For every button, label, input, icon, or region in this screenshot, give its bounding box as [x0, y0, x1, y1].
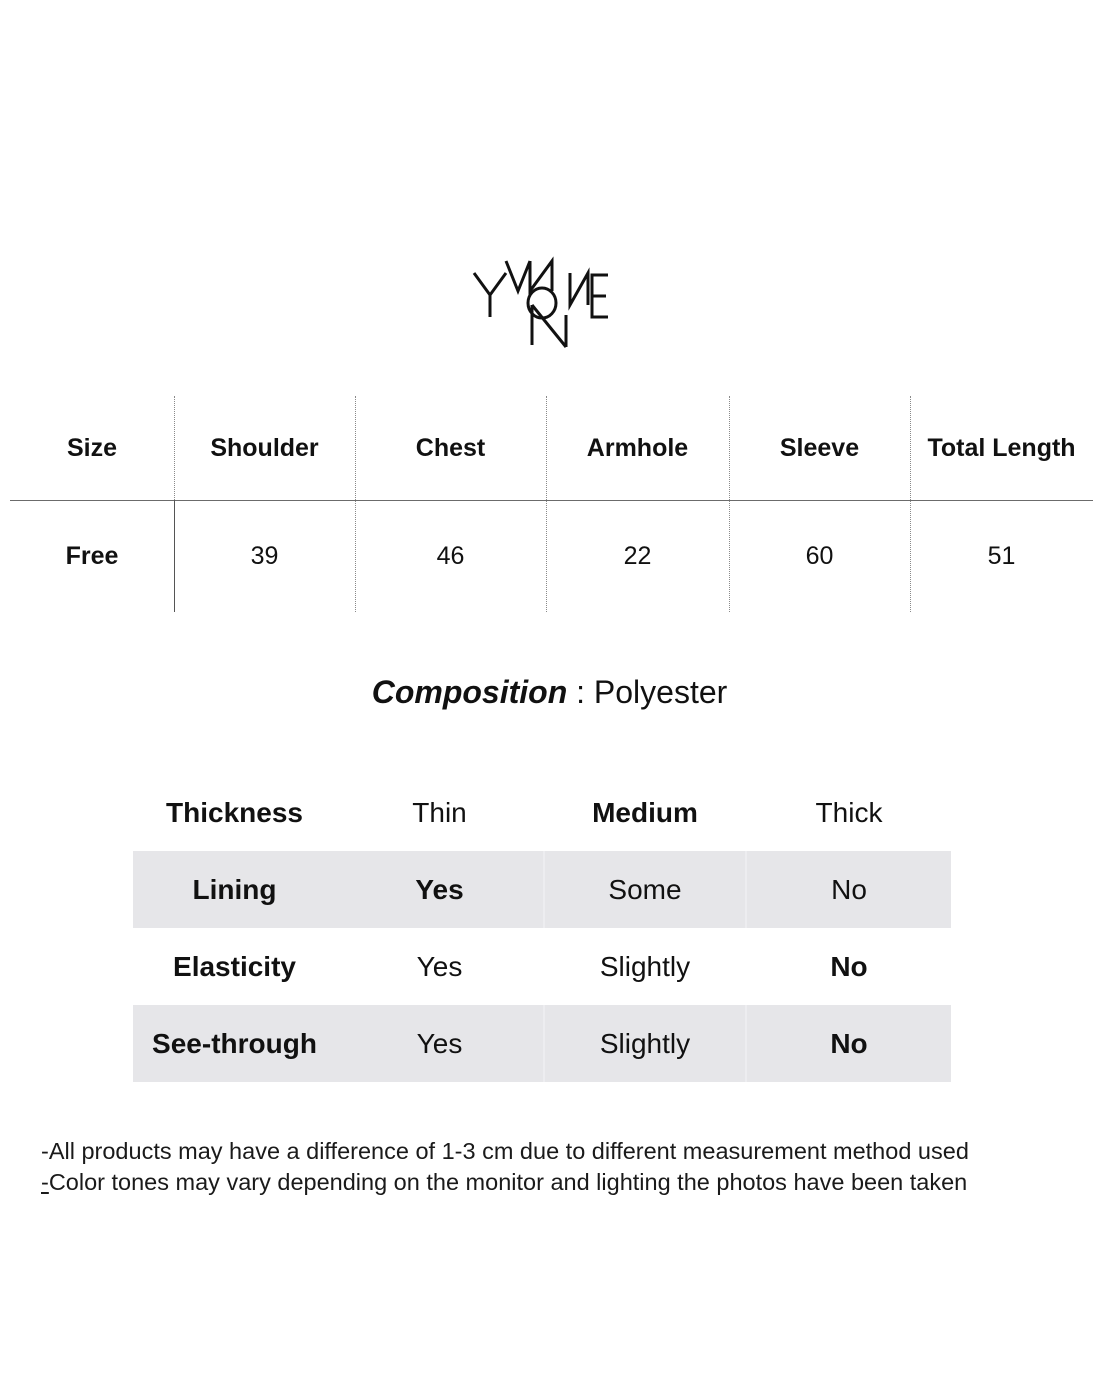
- shoulder-column: [174, 396, 355, 612]
- elasticity-label: Elasticity: [173, 950, 296, 982]
- chest-header: Chest: [415, 434, 486, 462]
- lining-row: [133, 851, 951, 928]
- note-measurement: -All products may have a difference of 1-3 cm due to different measurement method used: [41, 1138, 969, 1164]
- chest-column: [355, 396, 546, 612]
- column-divider: [546, 396, 547, 612]
- sleeve-column: [729, 396, 910, 612]
- size-value: Free: [65, 542, 119, 570]
- total-length-header: Total Length: [927, 434, 1076, 462]
- option-cell: Yes: [416, 950, 463, 982]
- total-length-column: [910, 396, 1093, 612]
- armhole-header: Armhole: [586, 434, 689, 462]
- armhole-value: 22: [623, 542, 652, 570]
- option-cell: Slightly: [543, 1005, 747, 1082]
- sleeve-header: Sleeve: [779, 434, 860, 462]
- composition-separator: :: [567, 674, 594, 710]
- see-through-label: See-through: [152, 1027, 317, 1059]
- size-column-divider: [174, 500, 175, 612]
- composition-value: Polyester: [593, 674, 728, 710]
- option-cell: Thick: [815, 796, 883, 828]
- note-color-text: Color tones may vary depending on the monitor and lighting the photos have been taken: [48, 1169, 968, 1195]
- option-cell: Slightly: [599, 950, 691, 982]
- option-cell: Thin: [412, 796, 467, 828]
- yvonne-monogram-icon: [470, 255, 615, 350]
- armhole-column: [546, 396, 729, 612]
- column-divider: [729, 396, 730, 612]
- shoulder-value: 39: [250, 542, 279, 570]
- size-column: [10, 396, 174, 612]
- option-cell: Some: [543, 851, 747, 928]
- option-cell: Yes: [416, 1027, 463, 1059]
- column-divider: [355, 396, 356, 612]
- note-dash: -: [41, 1169, 49, 1195]
- total-length-value: 51: [987, 542, 1016, 570]
- shoulder-header: Shoulder: [210, 434, 319, 462]
- option-cell: Medium: [592, 796, 698, 828]
- chest-value: 46: [436, 542, 465, 570]
- column-divider: [910, 396, 911, 612]
- fabric-properties-table: [133, 774, 951, 1082]
- option-cell: No: [831, 873, 867, 905]
- disclaimer-notes: [41, 1136, 969, 1198]
- yvonne-logo: [470, 255, 615, 350]
- see-through-row: [133, 1005, 951, 1082]
- option-cell: No: [830, 950, 868, 982]
- thickness-label: Thickness: [166, 796, 303, 828]
- size-table: [10, 396, 1093, 612]
- lining-label: Lining: [192, 873, 277, 905]
- option-cell: No: [830, 1027, 868, 1059]
- elasticity-row: [133, 928, 951, 1005]
- option-cell: Yes: [415, 873, 464, 905]
- note-color: [41, 1167, 969, 1198]
- composition-line: [0, 674, 1099, 711]
- size-header: Size: [66, 434, 118, 462]
- sleeve-value: 60: [805, 542, 834, 570]
- thickness-row: [133, 774, 951, 851]
- header-divider: [10, 500, 1093, 501]
- composition-label: Composition: [371, 674, 568, 710]
